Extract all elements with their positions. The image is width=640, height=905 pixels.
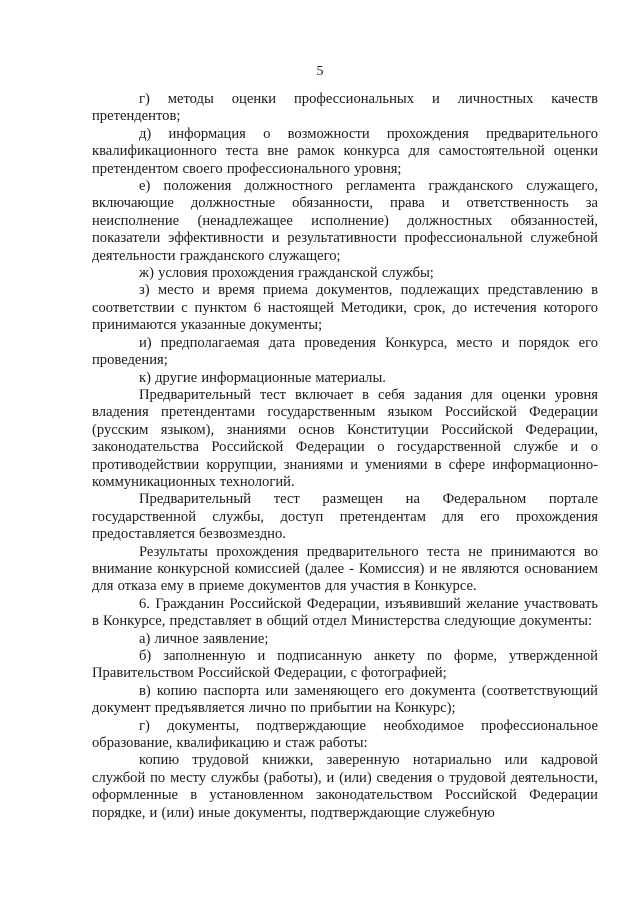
paragraph-i-contest-date: и) предполагаемая дата проведения Конкурса, место и порядок его проведения;: [92, 334, 598, 369]
page-number: 5: [316, 64, 324, 79]
paragraph-e-job-regulations: е) положения должностного регламента гражданского служащего, включающие должностные обязанности, права и ответственность за неисполнение (ненадлежащее исполнение) должностных обязанностей, показатели эффективности и результативности профессиональной служебной деятельности гражданского служащего;: [92, 178, 598, 264]
paragraph-employment-record: копию трудовой книжки, заверенную нотариально или кадровой службой по месту службы (работы), и (или) сведения о трудовой деятельности, оформленные в установленном законодательством Российской Федерации порядке, и (или) иные документы, подтверждающие служебную: [92, 752, 598, 821]
paragraph-g-education-documents: г) документы, подтверждающие необходимое профессиональное образование, квалификацию и стаж работы:: [92, 717, 598, 752]
paragraph-k-other-materials: к) другие информационные материалы.: [139, 369, 386, 386]
paragraph-v-passport: в) копию паспорта или заменяющего его документа (соответствующий документ предъявляется лично по прибытии на Конкурс);: [92, 682, 598, 717]
paragraph-preliminary-test-results: Результаты прохождения предварительного теста не принимаются во внимание конкурсной комиссией (далее - Комиссия) и не являются основанием для отказа ему в приеме документов для участия в Конкурсе.: [92, 543, 598, 595]
paragraph-g-methods: г) методы оценки профессиональных и личностных качеств претендентов;: [92, 91, 598, 125]
paragraph-zh-service-conditions: ж) условия прохождения гражданской службы;: [139, 265, 434, 282]
paragraph-d-preliminary-test-info: д) информация о возможности прохождения предварительного квалификационного теста вне рамок конкурса для самостоятельной оценки претендентом своего профессионального уровня;: [92, 125, 598, 177]
paragraph-preliminary-test-portal: Предварительный тест размещен на Федеральном портале государственной службы, доступ претендентам для его прохождения предоставляется безвозмездно.: [92, 491, 598, 543]
document-body: [92, 91, 598, 822]
paragraph-a-application: а) личное заявление;: [139, 630, 269, 647]
paragraph-preliminary-test-content: Предварительный тест включает в себя задания для оценки уровня владения претендентами государственным языком Российской Федерации (русским языком), знаниями основ Конституции Российской Федерации, законодательства Российской Федерации о государственной службе и о противодействии коррупции, знаниями и умениями в сфере информационно-коммуникационных технологий.: [92, 386, 598, 490]
paragraph-6-required-documents: 6. Гражданин Российской Федерации, изъявивший желание участвовать в Конкурсе, представляет в общий отдел Министерства следующие документы:: [92, 595, 598, 630]
paragraph-b-questionnaire: б) заполненную и подписанную анкету по форме, утвержденной Правительством Российской Федерации, с фотографией;: [92, 648, 598, 682]
paragraph-z-document-reception: з) место и время приема документов, подлежащих представлению в соответствии с пунктом 6 настоящей Методики, срок, до истечения которого принимаются указанные документы;: [92, 282, 598, 334]
